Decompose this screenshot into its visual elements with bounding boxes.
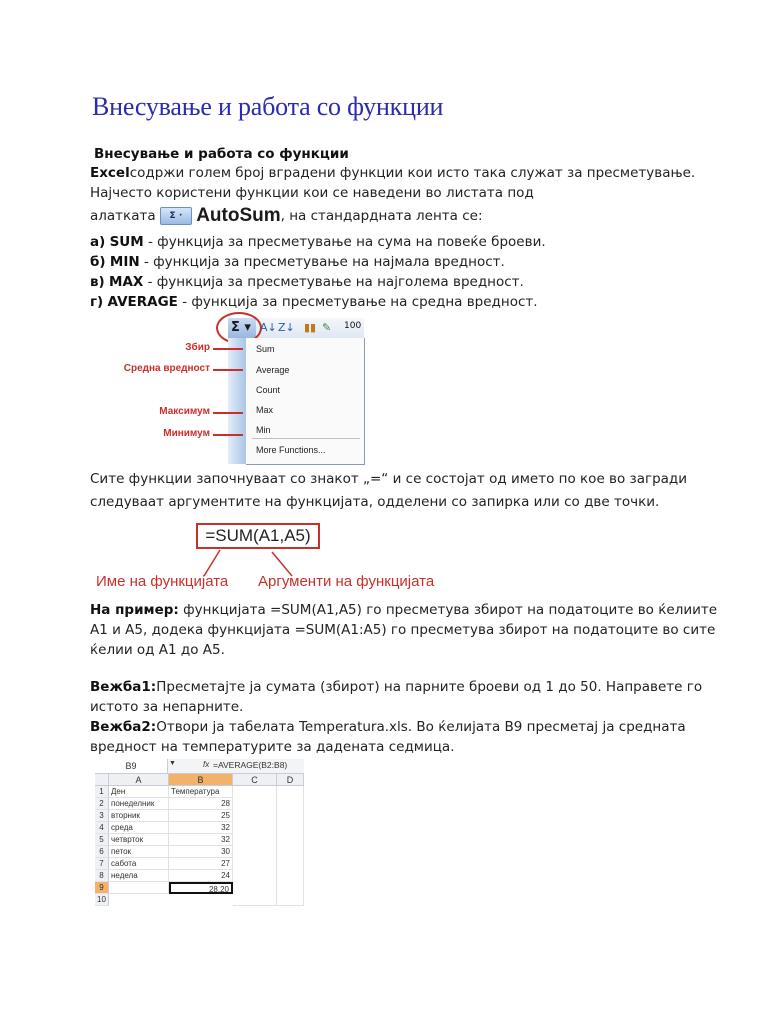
intro-post: , на стандардната лента се:: [280, 208, 483, 224]
cell-a4: среда: [109, 822, 169, 834]
page-title: Внесување и работа со функции: [92, 92, 444, 121]
example-line-3: ќелии од A1 до A5.: [90, 642, 225, 658]
column-d-area: [277, 786, 304, 906]
row-header: 4: [95, 822, 109, 834]
sort-descending-icon: Z↓: [278, 321, 295, 334]
label-function-arguments: Аргументи на функцијата: [258, 573, 435, 590]
cell-a6: петок: [109, 846, 169, 858]
callout-line: [213, 434, 243, 436]
row-header: 2: [95, 798, 109, 810]
callout-sum: Збир: [185, 342, 210, 353]
callout-min: Минимум: [163, 428, 210, 439]
section-heading: Внесување и работа со функции: [94, 146, 349, 162]
syntax-line-1: Сите функции започнуваат со знакот „=“ и се состојат од името по кое во загради: [90, 471, 688, 487]
drawing-icon: ✎: [322, 321, 332, 334]
function-item-average: г) AVERAGE - функција за пресметување на средна вредност.: [90, 294, 538, 310]
cell-a5: четврток: [109, 834, 169, 846]
formula-value: =AVERAGE(B2:B8): [213, 760, 288, 770]
row-header: 3: [95, 810, 109, 822]
cell-b3: 25: [169, 810, 233, 822]
menu-item-min[interactable]: Min: [256, 425, 271, 435]
callout-line: [213, 369, 243, 371]
exercise-1-line-2: истото за непарните.: [90, 699, 244, 715]
menu-item-average[interactable]: Average: [256, 365, 290, 375]
row-header: 5: [95, 834, 109, 846]
row-header: 9: [95, 882, 109, 894]
exercise-2-line-2: вредност на температурите за дадената седмица.: [90, 739, 455, 755]
cell-a1: Ден: [109, 786, 169, 798]
cell-b8: 24: [169, 870, 233, 882]
row-header: 6: [95, 846, 109, 858]
syntax-line-2: следуваат аргументите на функцијата, одделени со запирка или со две точки.: [90, 494, 660, 510]
callout-line: [213, 412, 243, 414]
column-header-d: D: [277, 774, 304, 786]
sigma-icon: Σ ▾: [228, 318, 256, 338]
row-header: 7: [95, 858, 109, 870]
cell-a3: вторник: [109, 810, 169, 822]
exercise-2-line-1: Вежба2:Отвори ја табелата Temperatura.xls. Во ќелијата B9 пресметај ја средната: [90, 719, 686, 735]
cell-b2: 28: [169, 798, 233, 810]
autosum-icon: Σ ·: [160, 207, 192, 225]
menu-item-count[interactable]: Count: [256, 385, 281, 395]
menu-item-sum[interactable]: Sum: [256, 344, 275, 354]
function-item-min: б) MIN - функција за пресметување на најмала вредност.: [90, 254, 505, 270]
menu-item-max[interactable]: Max: [256, 405, 274, 415]
dropdown-arrow-icon: ▼: [169, 760, 176, 767]
chart-icon: ▮▮: [304, 321, 317, 334]
corner-header: [95, 774, 109, 786]
name-box: B9: [95, 759, 168, 773]
formula-bar: [95, 759, 304, 774]
menu-item-more-functions[interactable]: More Functions...: [256, 445, 326, 455]
formula-example: =SUM(A1,A5): [196, 523, 320, 549]
callout-average: Средна вредност: [123, 363, 210, 374]
example-line-2: A1 и A5, додека функцијата =SUM(A1:A5) го пресметува збирот на податоците во сите: [90, 622, 716, 638]
menu-separator: [252, 438, 360, 439]
cell-a2: понеделник: [109, 798, 169, 810]
excel-label: Excel: [90, 165, 130, 181]
row-header: 1: [95, 786, 109, 798]
column-header-b: B: [169, 774, 233, 786]
dropdown-menu: [246, 338, 365, 465]
menu-gutter: [228, 338, 246, 464]
cell-a9: [109, 882, 169, 894]
intro-line-2: Најчесто користени функции кои се наведени во листата под: [90, 185, 534, 201]
function-item-sum: а) SUM - функција за пресметување на сума на повеќе броеви.: [90, 234, 546, 250]
spreadsheet-screenshot: [95, 759, 304, 909]
cell-b1: Температура: [169, 786, 233, 798]
column-c-area: [233, 786, 277, 906]
callout-line: [213, 348, 243, 350]
label-function-name: Име на функцијата: [96, 573, 229, 590]
cell-a7: сабота: [109, 858, 169, 870]
row-header: 8: [95, 870, 109, 882]
fx-icon: fx: [203, 760, 210, 769]
cell-b6: 30: [169, 846, 233, 858]
zoom-value: 100: [344, 321, 362, 331]
cell-a8: недела: [109, 870, 169, 882]
callout-max: Максимум: [159, 406, 210, 417]
intro-pre: алатката: [90, 208, 156, 224]
column-header-c: C: [233, 774, 277, 786]
function-item-max: в) MAX - функција за пресметување на најголема вредност.: [90, 274, 524, 290]
intro-line-1: [90, 163, 695, 183]
autosum-label: AutoSum: [196, 205, 281, 226]
column-header-a: A: [109, 774, 169, 786]
function-list: [90, 232, 546, 312]
cell-b5: 32: [169, 834, 233, 846]
cell-b4: 32: [169, 822, 233, 834]
cell-b7: 27: [169, 858, 233, 870]
exercise-1-line-1: Вежба1:Пресметајте ја сумата (збирот) на парните броеви од 1 до 50. Направете го: [90, 679, 703, 695]
cell-b9-selected: 28,20: [169, 882, 233, 894]
row-header: 10: [95, 894, 109, 906]
intro-text: содржи голем број вградени функции кои исто така служат за пресметување.: [129, 165, 696, 181]
example-line-1: На пример: функцијата =SUM(A1,A5) го пресметува збирот на податоците во ќелиите: [90, 602, 718, 618]
intro-line-3: [90, 206, 483, 226]
autosum-menu-figure: [228, 318, 364, 464]
sort-ascending-icon: A↓: [260, 321, 277, 334]
